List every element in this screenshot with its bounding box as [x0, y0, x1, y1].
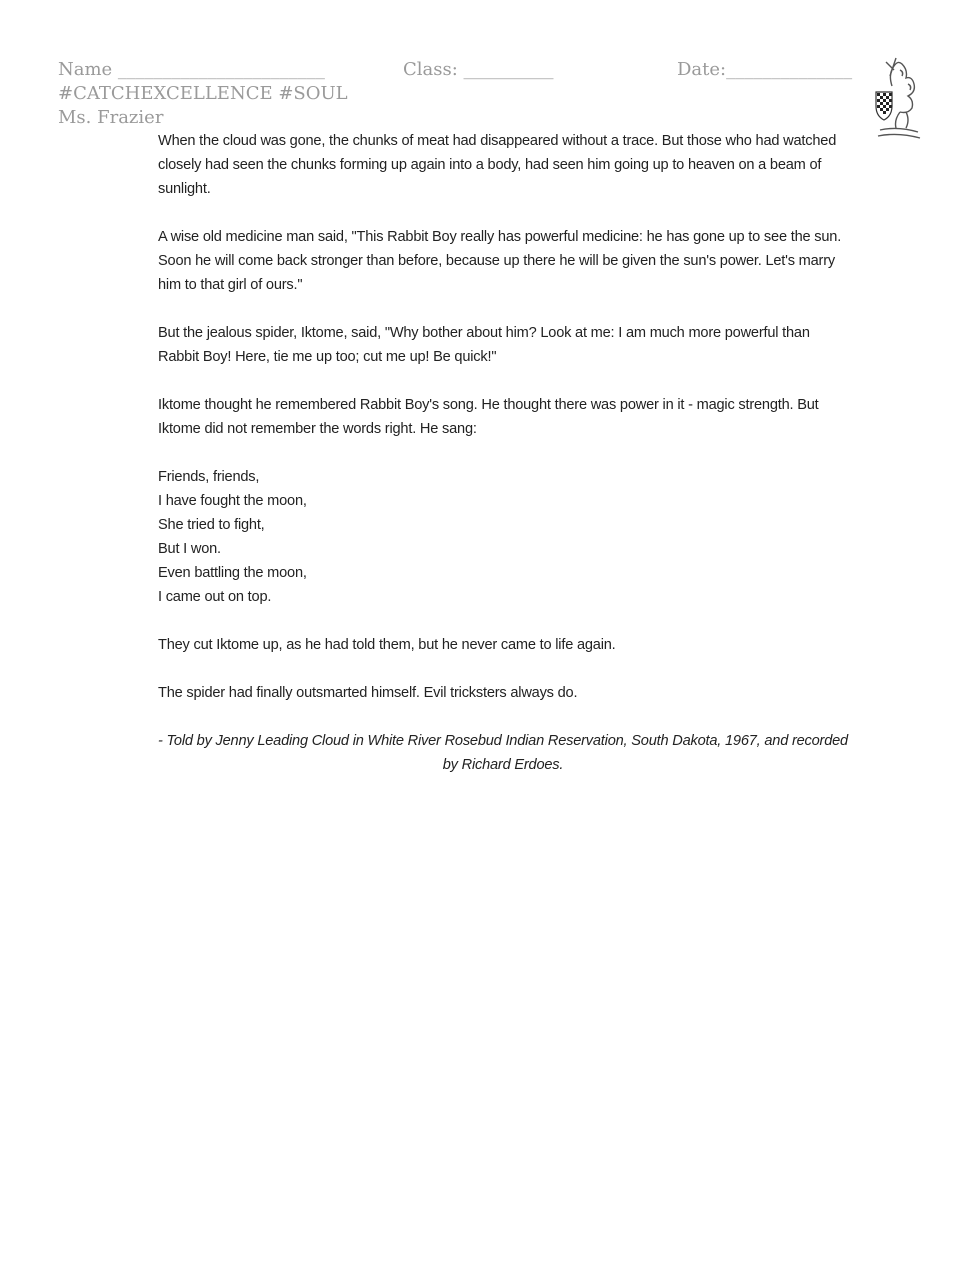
story-paragraph-5: They cut Iktome up, as he had told them, but he never came to life again.	[158, 637, 616, 653]
header-fields-row	[58, 58, 928, 82]
name-field-label: Name _______________________	[58, 59, 325, 80]
story-paragraph-3: But the jealous spider, Iktome, said, "Why bother about him? Look at me: I am much more powerful than Rabbit Boy! Here, tie me up too; cut me up! Be quick!"	[158, 325, 810, 365]
story-paragraph-4: Iktome thought he remembered Rabbit Boy's song. He thought there was power in it - magic strength. But Iktome did not remember the words right. He sang:	[158, 397, 819, 437]
iktome-song	[158, 465, 848, 609]
date-field-label: Date:______________	[677, 59, 853, 80]
song-line: But I won.	[158, 541, 221, 557]
school-crest-icon	[872, 56, 924, 140]
story-paragraph-1: When the cloud was gone, the chunks of meat had disappeared without a trace. But those who had watched closely had seen the chunks forming up again into a body, had seen him going up to heaven on a beam of sunlight.	[158, 133, 837, 197]
story-text	[158, 129, 848, 777]
story-paragraph-6: The spider had finally outsmarted himself. Evil tricksters always do.	[158, 685, 578, 701]
song-line: She tried to fight,	[158, 517, 265, 533]
class-field-label: Class: __________	[403, 59, 554, 80]
worksheet-header	[58, 58, 928, 130]
song-line: I came out on top.	[158, 589, 272, 605]
story-credit: - Told by Jenny Leading Cloud in White River Rosebud Indian Reservation, South Dakota, 1967, and recorded by Richard Erdoes.	[158, 733, 848, 773]
hashtags: #CATCHEXCELLENCE #SOUL	[58, 83, 348, 104]
song-line: I have fought the moon,	[158, 493, 307, 509]
song-line: Friends, friends,	[158, 469, 260, 485]
teacher-name: Ms. Frazier	[58, 107, 164, 128]
song-line: Even battling the moon,	[158, 565, 307, 581]
story-paragraph-2: A wise old medicine man said, "This Rabbit Boy really has powerful medicine: he has gone up to see the sun. Soon he will come back stronger than before, because up there he will be given the sun's power. Let's marry him to that girl of ours."	[158, 229, 842, 293]
